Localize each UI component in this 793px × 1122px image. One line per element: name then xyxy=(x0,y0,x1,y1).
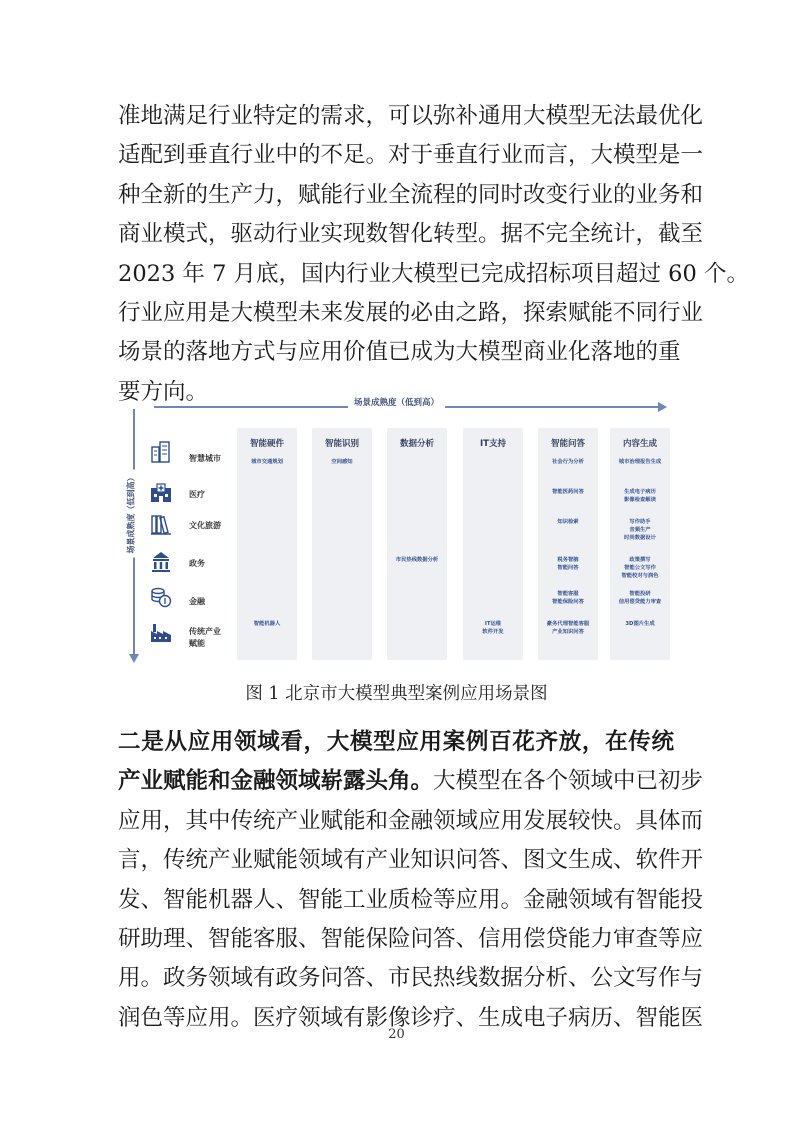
text-line: 商业模式，驱动行业实现数智化转型。据不完全统计，截至 xyxy=(118,221,704,248)
text-line: 言，传统产业赋能领域有产业知识问答、图文生成、软件开 xyxy=(118,847,704,874)
row-label: 传统产业 赋能 xyxy=(189,627,221,648)
city-buildings-icon xyxy=(150,441,172,463)
scenario-cell: 市民热线数据分析 xyxy=(395,557,439,563)
column-title: IT支持 xyxy=(480,439,506,449)
scenario-cell: 智能投研 信用偿贷能力审查 xyxy=(618,591,662,605)
scenario-cell: 税务智脑 智能问答 xyxy=(557,557,579,571)
application-scenario-figure xyxy=(120,393,673,671)
figure-column xyxy=(463,428,523,660)
text-line: 应用，其中传统产业赋能和金融领域应用发展较快。具体而 xyxy=(118,807,704,834)
figure-column xyxy=(538,428,598,660)
y-axis-arrow-icon xyxy=(129,654,139,663)
row-label: 金融 xyxy=(189,597,205,606)
scenario-cell: 政策撰写 智能公文写作 智能校对与润色 xyxy=(621,557,659,579)
coins-icon xyxy=(150,586,172,608)
text-line: 研助理、智能客服、智能保险问答、信用偿贷能力审查等应 xyxy=(118,926,704,953)
books-icon xyxy=(150,513,172,535)
hospital-icon xyxy=(150,482,172,504)
figure-column xyxy=(312,428,372,660)
text-line: 适配到垂直行业中的不足。对于垂直行业而言，大模型是一 xyxy=(118,142,704,169)
text-line: 准地满足行业特定的需求，可以弥补通用大模型无法最优化 xyxy=(118,103,704,129)
page-number: 20 xyxy=(388,1027,405,1042)
mixed-text-line xyxy=(118,762,704,801)
bold-lead: 产业赋能和金融领域崭露头角。 xyxy=(118,768,434,795)
text-rest: 大模型在各个领域中已初步 xyxy=(433,768,704,795)
scenario-cell: 城市交通规划 xyxy=(251,459,283,465)
figure-caption: 图 1 北京市大模型典型案例应用场景图 xyxy=(245,684,548,704)
intro-paragraph xyxy=(118,97,749,412)
text-line: 行业应用是大模型未来发展的必由之路，探索赋能不同行业 xyxy=(118,300,704,327)
scenario-cell: 空间感知 xyxy=(331,459,353,465)
text-line: 2023 年 7 月底，国内行业大模型已完成招标项目超过 60 个。 xyxy=(118,260,749,287)
text-line: 用。政务领域有政务问答、市民热线数据分析、公文写作与 xyxy=(118,965,704,992)
column-title: 智能问答 xyxy=(550,439,585,449)
factory-icon xyxy=(150,621,172,643)
y-axis-label: 场景成熟度（低到高） xyxy=(126,469,137,559)
row-label: 政务 xyxy=(189,559,205,568)
scenario-cell: 豪务代理智能客服 产业知识问答 xyxy=(546,621,590,635)
text-line: 场景的落地方式与应用价值已成为大模型商业化落地的重 xyxy=(118,339,681,366)
column-title: 智能硬件 xyxy=(249,439,284,449)
row-label: 文化旅游 xyxy=(189,521,221,530)
scenario-cell: 智能客服 智能保险问答 xyxy=(552,591,584,605)
row-label: 智慧城市 xyxy=(189,454,221,463)
figure-column xyxy=(237,428,297,660)
column-title: 数据分析 xyxy=(399,439,434,449)
text-line: 润色等应用。医疗领域有影像诊疗、生成电子病历、智能医 xyxy=(118,1004,704,1031)
column-title: 内容生成 xyxy=(622,439,657,449)
x-axis-label: 场景成熟度（低到高） xyxy=(120,396,673,408)
scenario-cell: 写作助手 音频生产 时尚数据设计 xyxy=(624,519,656,541)
text-line: 要方向。 xyxy=(118,378,209,405)
scenario-cell: 社会行为分析 xyxy=(552,459,584,465)
text-line: 发、智能机器人、智能工业质检等应用。金融领域有智能投 xyxy=(118,886,704,913)
row-label: 医疗 xyxy=(189,490,205,499)
figure-column xyxy=(610,428,670,660)
scenario-cell: 城市治理报告生成 xyxy=(618,459,662,465)
domain-paragraph xyxy=(118,723,704,1038)
bold-text-line: 二是从应用领域看，大模型应用案例百花齐放，在传统 xyxy=(118,729,674,755)
government-building-icon xyxy=(150,551,172,573)
scenario-cell: 智能医药问答 xyxy=(552,489,584,495)
scenario-cell: 生成电子病历 影像检查解读 xyxy=(624,489,656,503)
figure-column xyxy=(387,428,447,660)
scenario-cell: IT运维 软件开发 xyxy=(482,621,504,635)
scenario-cell: 智能机器人 xyxy=(253,621,281,627)
column-title: 智能识别 xyxy=(324,439,359,449)
scenario-cell: 3D图片生成 xyxy=(625,621,655,627)
text-line: 种全新的生产力，赋能行业全流程的同时改变行业的业务和 xyxy=(118,181,704,208)
scenario-cell: 知识检索 xyxy=(557,519,579,525)
